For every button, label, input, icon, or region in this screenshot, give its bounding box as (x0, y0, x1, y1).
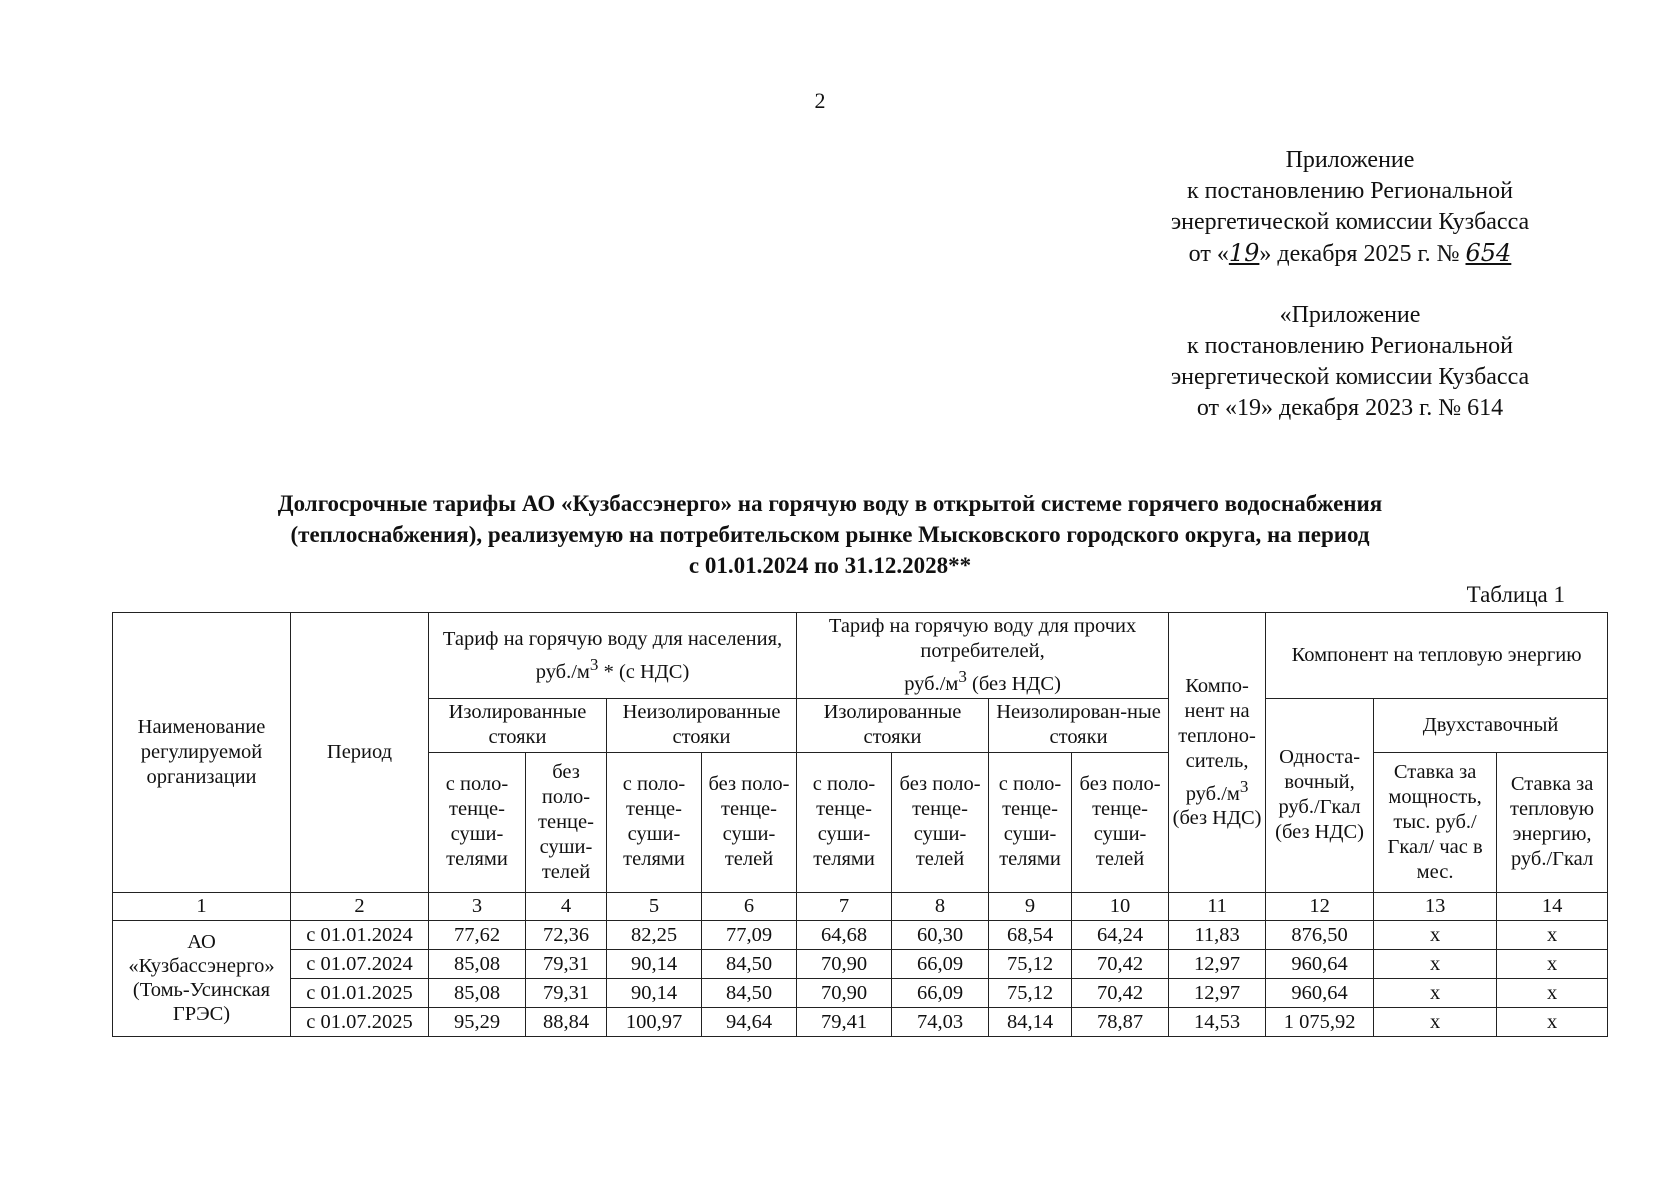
header-org: Наименование регулируемой организации (113, 613, 291, 893)
value-cell: 66,09 (892, 978, 989, 1007)
table-row (113, 949, 1608, 978)
value-cell: 75,12 (989, 949, 1072, 978)
header-with-dryers: с поло-тенце-суши-телями (797, 752, 892, 892)
appendix-original-block (1125, 300, 1575, 424)
header-heat-energy: Компонент на тепловую энергию (1266, 613, 1608, 699)
header-other-tariff-tail: (без НДС) (966, 672, 1061, 695)
column-number: 4 (526, 892, 607, 920)
value-cell: 77,62 (429, 920, 526, 949)
period-cell: с 01.07.2025 (291, 1007, 429, 1036)
value-cell: 12,97 (1169, 949, 1266, 978)
table-label: Таблица 1 (1466, 582, 1565, 607)
value-cell: х (1497, 1007, 1608, 1036)
appendix-current-block (1125, 145, 1575, 270)
header-population-tariff-sup: 3 (589, 654, 599, 674)
appendix-current-middle: » декабря 2025 г. № (1259, 241, 1466, 267)
header-uninsulated-other: Неизолирован-ные стояки (989, 698, 1169, 752)
value-cell: 78,87 (1072, 1007, 1169, 1036)
value-cell: 95,29 (429, 1007, 526, 1036)
header-single-rate: Односта-вочный, руб./Гкал (без НДС) (1266, 698, 1374, 892)
column-number: 10 (1072, 892, 1169, 920)
value-cell: 94,64 (702, 1007, 797, 1036)
header-heat-carrier-text: Компо-нент на теплоно-ситель, руб./м (1178, 674, 1256, 805)
value-cell: 70,90 (797, 949, 892, 978)
appendix-original-line1: «Приложение (1279, 302, 1421, 328)
header-without-dryers: без поло-тенце-суши-телей (702, 752, 797, 892)
column-number: 11 (1169, 892, 1266, 920)
header-other-tariff-unit: руб./м (904, 672, 959, 695)
column-number: 3 (429, 892, 526, 920)
org-name-line: (Томь-Усинская (132, 979, 271, 1002)
header-population-tariff-tail: * (с НДС) (598, 660, 690, 683)
org-name-line: АО (187, 931, 216, 954)
header-population-tariff-text: Тариф на горячую воду для населения, руб./м (442, 627, 783, 683)
period-cell: с 01.07.2024 (291, 949, 429, 978)
value-cell: 960,64 (1266, 978, 1374, 1007)
appendix-original-line3: энергетической комиссии Кузбасса (1170, 364, 1530, 390)
header-heat-carrier-tail: (без НДС) (1172, 807, 1262, 830)
header-population-tariff (429, 613, 797, 699)
appendix-current-line4 (1125, 238, 1575, 270)
value-cell: 60,30 (892, 920, 989, 949)
column-number: 6 (702, 892, 797, 920)
period-cell: с 01.01.2025 (291, 978, 429, 1007)
header-with-dryers: с поло-тенце-суши-телями (607, 752, 702, 892)
document-title-line1: Долгосрочные тарифы АО «Кузбассэнерго» на горячую воду в открытой системе горячего водоснабжения (277, 491, 1383, 516)
appendix-current-line3: энергетической комиссии Кузбасса (1170, 209, 1530, 235)
value-cell: 79,41 (797, 1007, 892, 1036)
column-number: 5 (607, 892, 702, 920)
value-cell: 70,42 (1072, 949, 1169, 978)
value-cell: х (1497, 978, 1608, 1007)
appendix-original-line2: к постановлению Региональной (1187, 333, 1513, 359)
value-cell: 72,36 (526, 920, 607, 949)
org-name-cell (113, 920, 291, 1036)
value-cell: х (1497, 949, 1608, 978)
value-cell: 88,84 (526, 1007, 607, 1036)
value-cell: 876,50 (1266, 920, 1374, 949)
header-insulated: Изолированные стояки (429, 698, 607, 752)
value-cell: 70,90 (797, 978, 892, 1007)
value-cell: 77,09 (702, 920, 797, 949)
value-cell: 90,14 (607, 978, 702, 1007)
document-title (160, 488, 1500, 581)
column-number: 14 (1497, 892, 1608, 920)
header-without-dryers: без поло-тенце-суши-телей (1072, 752, 1169, 892)
value-cell: 82,25 (607, 920, 702, 949)
header-other-tariff-sup: 3 (958, 667, 967, 686)
column-number: 8 (892, 892, 989, 920)
value-cell: 64,68 (797, 920, 892, 949)
value-cell: 100,97 (607, 1007, 702, 1036)
value-cell: 84,50 (702, 978, 797, 1007)
appendix-current-day: 19 (1228, 239, 1260, 267)
value-cell: 90,14 (607, 949, 702, 978)
column-number: 1 (113, 892, 291, 920)
document-title-line2: (теплоснабжения), реализуемую на потребительском рынке Мысковского городского округа, на период (290, 522, 1370, 547)
appendix-original-line4: от «19» декабря 2023 г. № 614 (1196, 395, 1504, 421)
value-cell: х (1374, 1007, 1497, 1036)
appendix-current-line1: Приложение (1285, 147, 1415, 173)
column-number: 12 (1266, 892, 1374, 920)
header-two-rate: Двухставочный (1374, 698, 1608, 752)
header-without-dryers: без поло-тенце-суши-телей (892, 752, 989, 892)
period-cell: с 01.01.2024 (291, 920, 429, 949)
column-number-row (113, 892, 1608, 920)
column-number: 13 (1374, 892, 1497, 920)
header-with-dryers: с поло-тенце-суши-телями (429, 752, 526, 892)
column-number: 9 (989, 892, 1072, 920)
tariff-table (112, 612, 1608, 1037)
value-cell: 79,31 (526, 949, 607, 978)
org-name-line: «Кузбассэнерго» (128, 955, 275, 978)
value-cell: 68,54 (989, 920, 1072, 949)
table-row (113, 978, 1608, 1007)
header-other-tariff-line1: Тариф на горячую воду для прочих потребителей, (828, 615, 1137, 662)
appendix-current-prefix: от « (1188, 241, 1229, 267)
header-capacity-rate: Ставка за мощность, тыс. руб./ Гкал/ час в мес. (1374, 752, 1497, 892)
value-cell: 70,42 (1072, 978, 1169, 1007)
header-other-tariff-line2 (799, 664, 1166, 697)
value-cell: х (1374, 920, 1497, 949)
appendix-current-line2: к постановлению Региональной (1187, 178, 1513, 204)
header-other-tariff (797, 613, 1169, 699)
value-cell: 74,03 (892, 1007, 989, 1036)
header-period: Период (291, 613, 429, 893)
table-row (113, 920, 1608, 949)
value-cell: 66,09 (892, 949, 989, 978)
value-cell: 64,24 (1072, 920, 1169, 949)
header-uninsulated: Неизолированные стояки (607, 698, 797, 752)
value-cell: 11,83 (1169, 920, 1266, 949)
header-heat-carrier (1169, 613, 1266, 893)
value-cell: 84,14 (989, 1007, 1072, 1036)
header-energy-rate: Ставка за тепловую энергию, руб./Гкал (1497, 752, 1608, 892)
value-cell: х (1374, 978, 1497, 1007)
value-cell: 85,08 (429, 949, 526, 978)
value-cell: х (1374, 949, 1497, 978)
header-heat-carrier-sup: 3 (1239, 776, 1249, 796)
value-cell: 84,50 (702, 949, 797, 978)
value-cell: 1 075,92 (1266, 1007, 1374, 1036)
appendix-current-number: 654 (1465, 239, 1512, 267)
value-cell: 960,64 (1266, 949, 1374, 978)
value-cell: 14,53 (1169, 1007, 1266, 1036)
header-insulated-other: Изолированные стояки (797, 698, 989, 752)
org-name-line: ГРЭС) (172, 1003, 231, 1026)
header-without-dryers: без поло-тенце-суши-телей (526, 752, 607, 892)
value-cell: 79,31 (526, 978, 607, 1007)
header-with-dryers: с поло-тенце-суши-телями (989, 752, 1072, 892)
value-cell: х (1497, 920, 1608, 949)
column-number: 2 (291, 892, 429, 920)
table-row (113, 1007, 1608, 1036)
value-cell: 85,08 (429, 978, 526, 1007)
page-number: 2 (814, 88, 826, 113)
value-cell: 75,12 (989, 978, 1072, 1007)
document-title-line3: с 01.01.2024 по 31.12.2028** (688, 553, 972, 578)
column-number: 7 (797, 892, 892, 920)
value-cell: 12,97 (1169, 978, 1266, 1007)
